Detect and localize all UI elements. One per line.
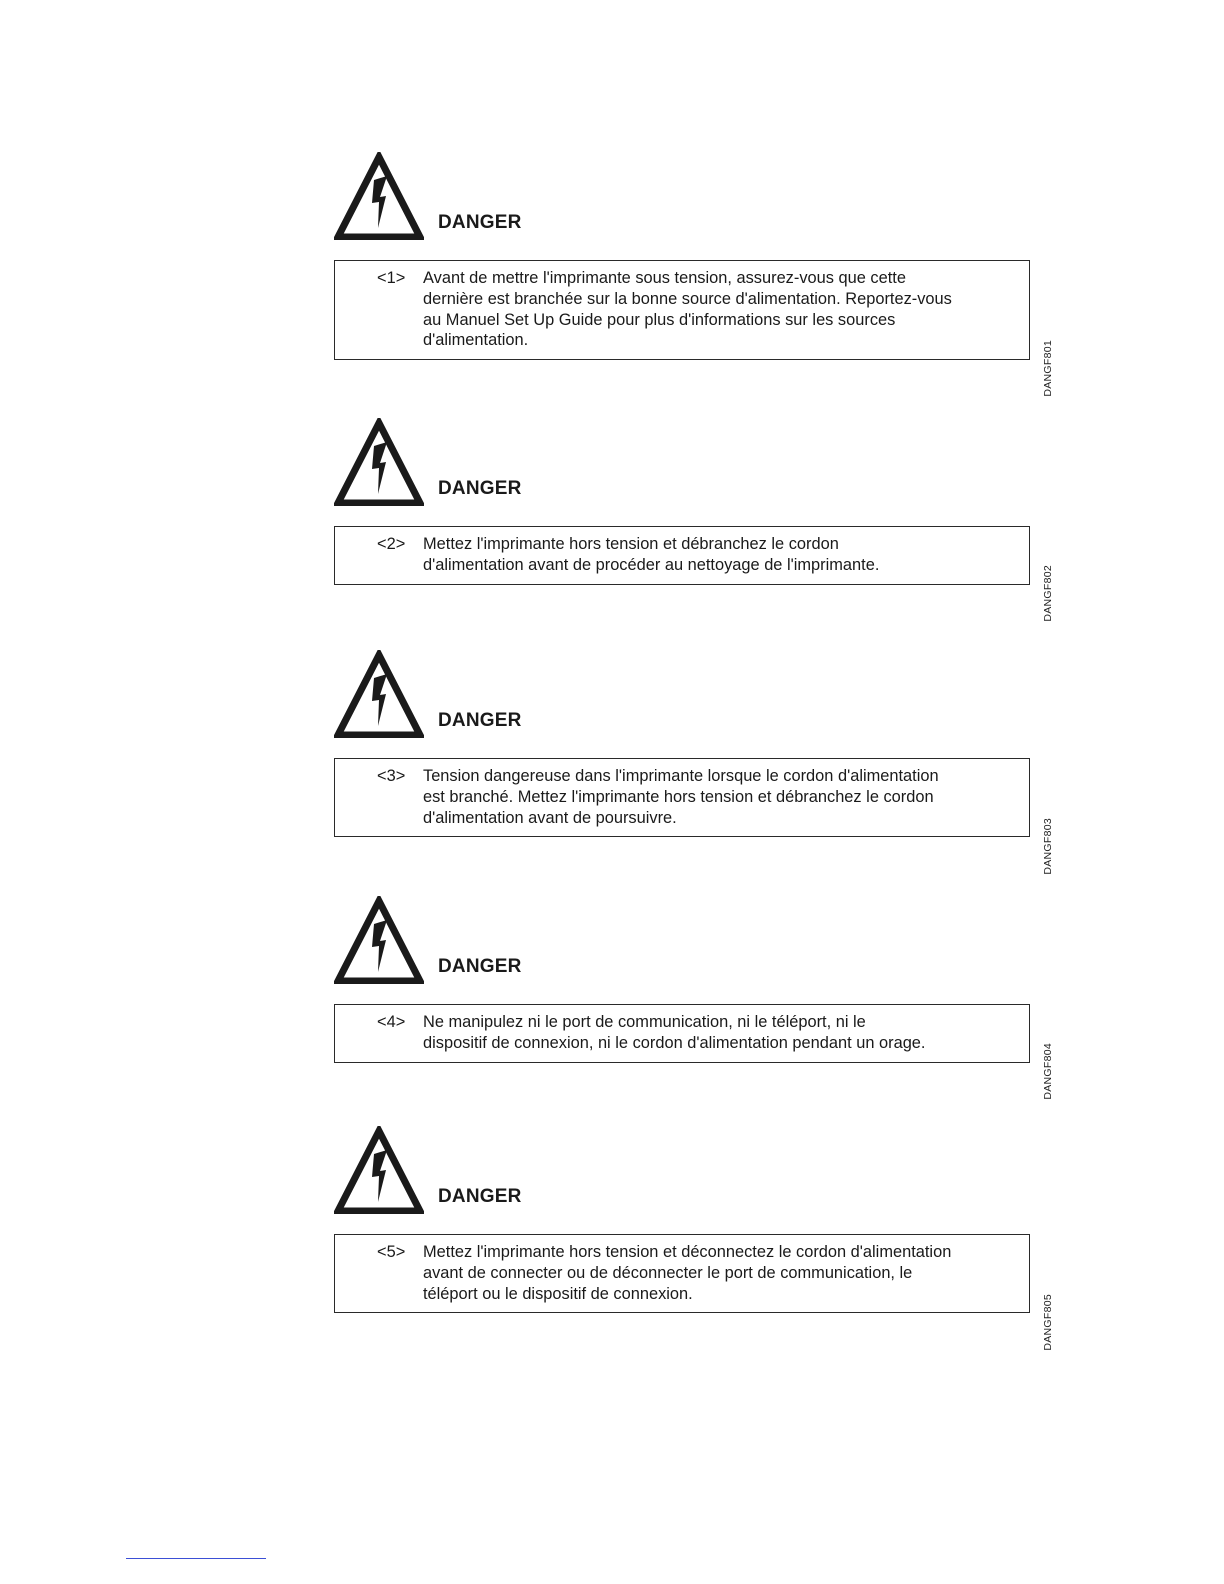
notice-text [423,1012,1013,1054]
notice-line: avant de connecter ou de déconnecter le port de communication, le [423,1263,913,1282]
notice-line: dispositif de connexion, ni le cordon d'alimentation pendant un orage. [423,1033,926,1052]
figure-code [1038,758,1054,875]
danger-notice-2 [334,418,1054,622]
notice-line: d'alimentation avant de procéder au nettoyage de l'imprimante. [423,555,880,574]
notice-number: <1> [377,269,406,287]
notice-number: <2> [377,535,406,553]
figure-code-text: DANGF803 [1042,817,1054,875]
notice-line: dernière est branchée sur la bonne source d'alimentation. Reportez-vous [423,289,952,308]
notice-box [334,758,1054,875]
notice-box [334,260,1054,398]
notice-line: Mettez l'imprimante hors tension et déconnectez le cordon d'alimentation [423,1243,952,1261]
notice-header [334,418,1030,510]
notice-number: <4> [377,1013,406,1031]
high-voltage-warning-icon [334,418,424,506]
notice-box [334,526,1054,622]
danger-title: DANGER [438,1186,522,1207]
notice-line: est branché. Mettez l'imprimante hors tension et débranchez le cordon [423,787,934,806]
notice-line: Tension dangereuse dans l'imprimante lorsque le cordon d'alimentation [423,767,939,785]
notice-header [334,896,1030,988]
notice-line: d'alimentation. [423,331,529,350]
danger-title: DANGER [438,956,522,977]
figure-code [1038,984,1054,1100]
figure-code-text: DANGF804 [1042,1042,1054,1100]
notice-box [334,1004,1054,1100]
notice-text [423,766,1013,828]
notice-text [423,534,1013,576]
high-voltage-warning-icon [334,650,424,738]
high-voltage-warning-icon [334,1126,424,1214]
notice-line: Avant de mettre l'imprimante sous tension, assurez-vous que cette [423,269,906,287]
notice-line: au Manuel Set Up Guide pour plus d'informations sur les sources [423,310,896,329]
high-voltage-warning-icon [334,152,424,240]
notice-line: Ne manipulez ni le port de communication, ni le téléport, ni le [423,1013,866,1031]
danger-title: DANGER [438,478,522,499]
footer-rule [126,1558,266,1559]
notice-box [334,1234,1054,1351]
high-voltage-warning-icon [334,896,424,984]
danger-title: DANGER [438,710,522,731]
notice-text [423,268,1013,351]
notice-number: <3> [377,767,406,785]
notice-number: <5> [377,1243,406,1261]
figure-code-text: DANGF802 [1042,564,1054,622]
danger-notice-3 [334,650,1054,875]
notice-header [334,152,1030,244]
danger-notice-5 [334,1126,1054,1351]
notice-header [334,1126,1030,1218]
danger-notice-4 [334,896,1054,1100]
figure-code [1038,506,1054,622]
notice-header [334,650,1030,742]
notice-text [423,1242,1013,1304]
figure-code [1038,1234,1054,1351]
figure-code [1038,281,1054,398]
notice-line: d'alimentation avant de poursuivre. [423,808,677,827]
figure-code-text: DANGF805 [1042,1293,1054,1351]
danger-notice-1 [334,152,1054,398]
figure-code-text: DANGF801 [1042,340,1054,398]
notice-line: Mettez l'imprimante hors tension et débranchez le cordon [423,535,839,553]
notice-line: téléport ou le dispositif de connexion. [423,1284,693,1303]
danger-title: DANGER [438,212,522,233]
